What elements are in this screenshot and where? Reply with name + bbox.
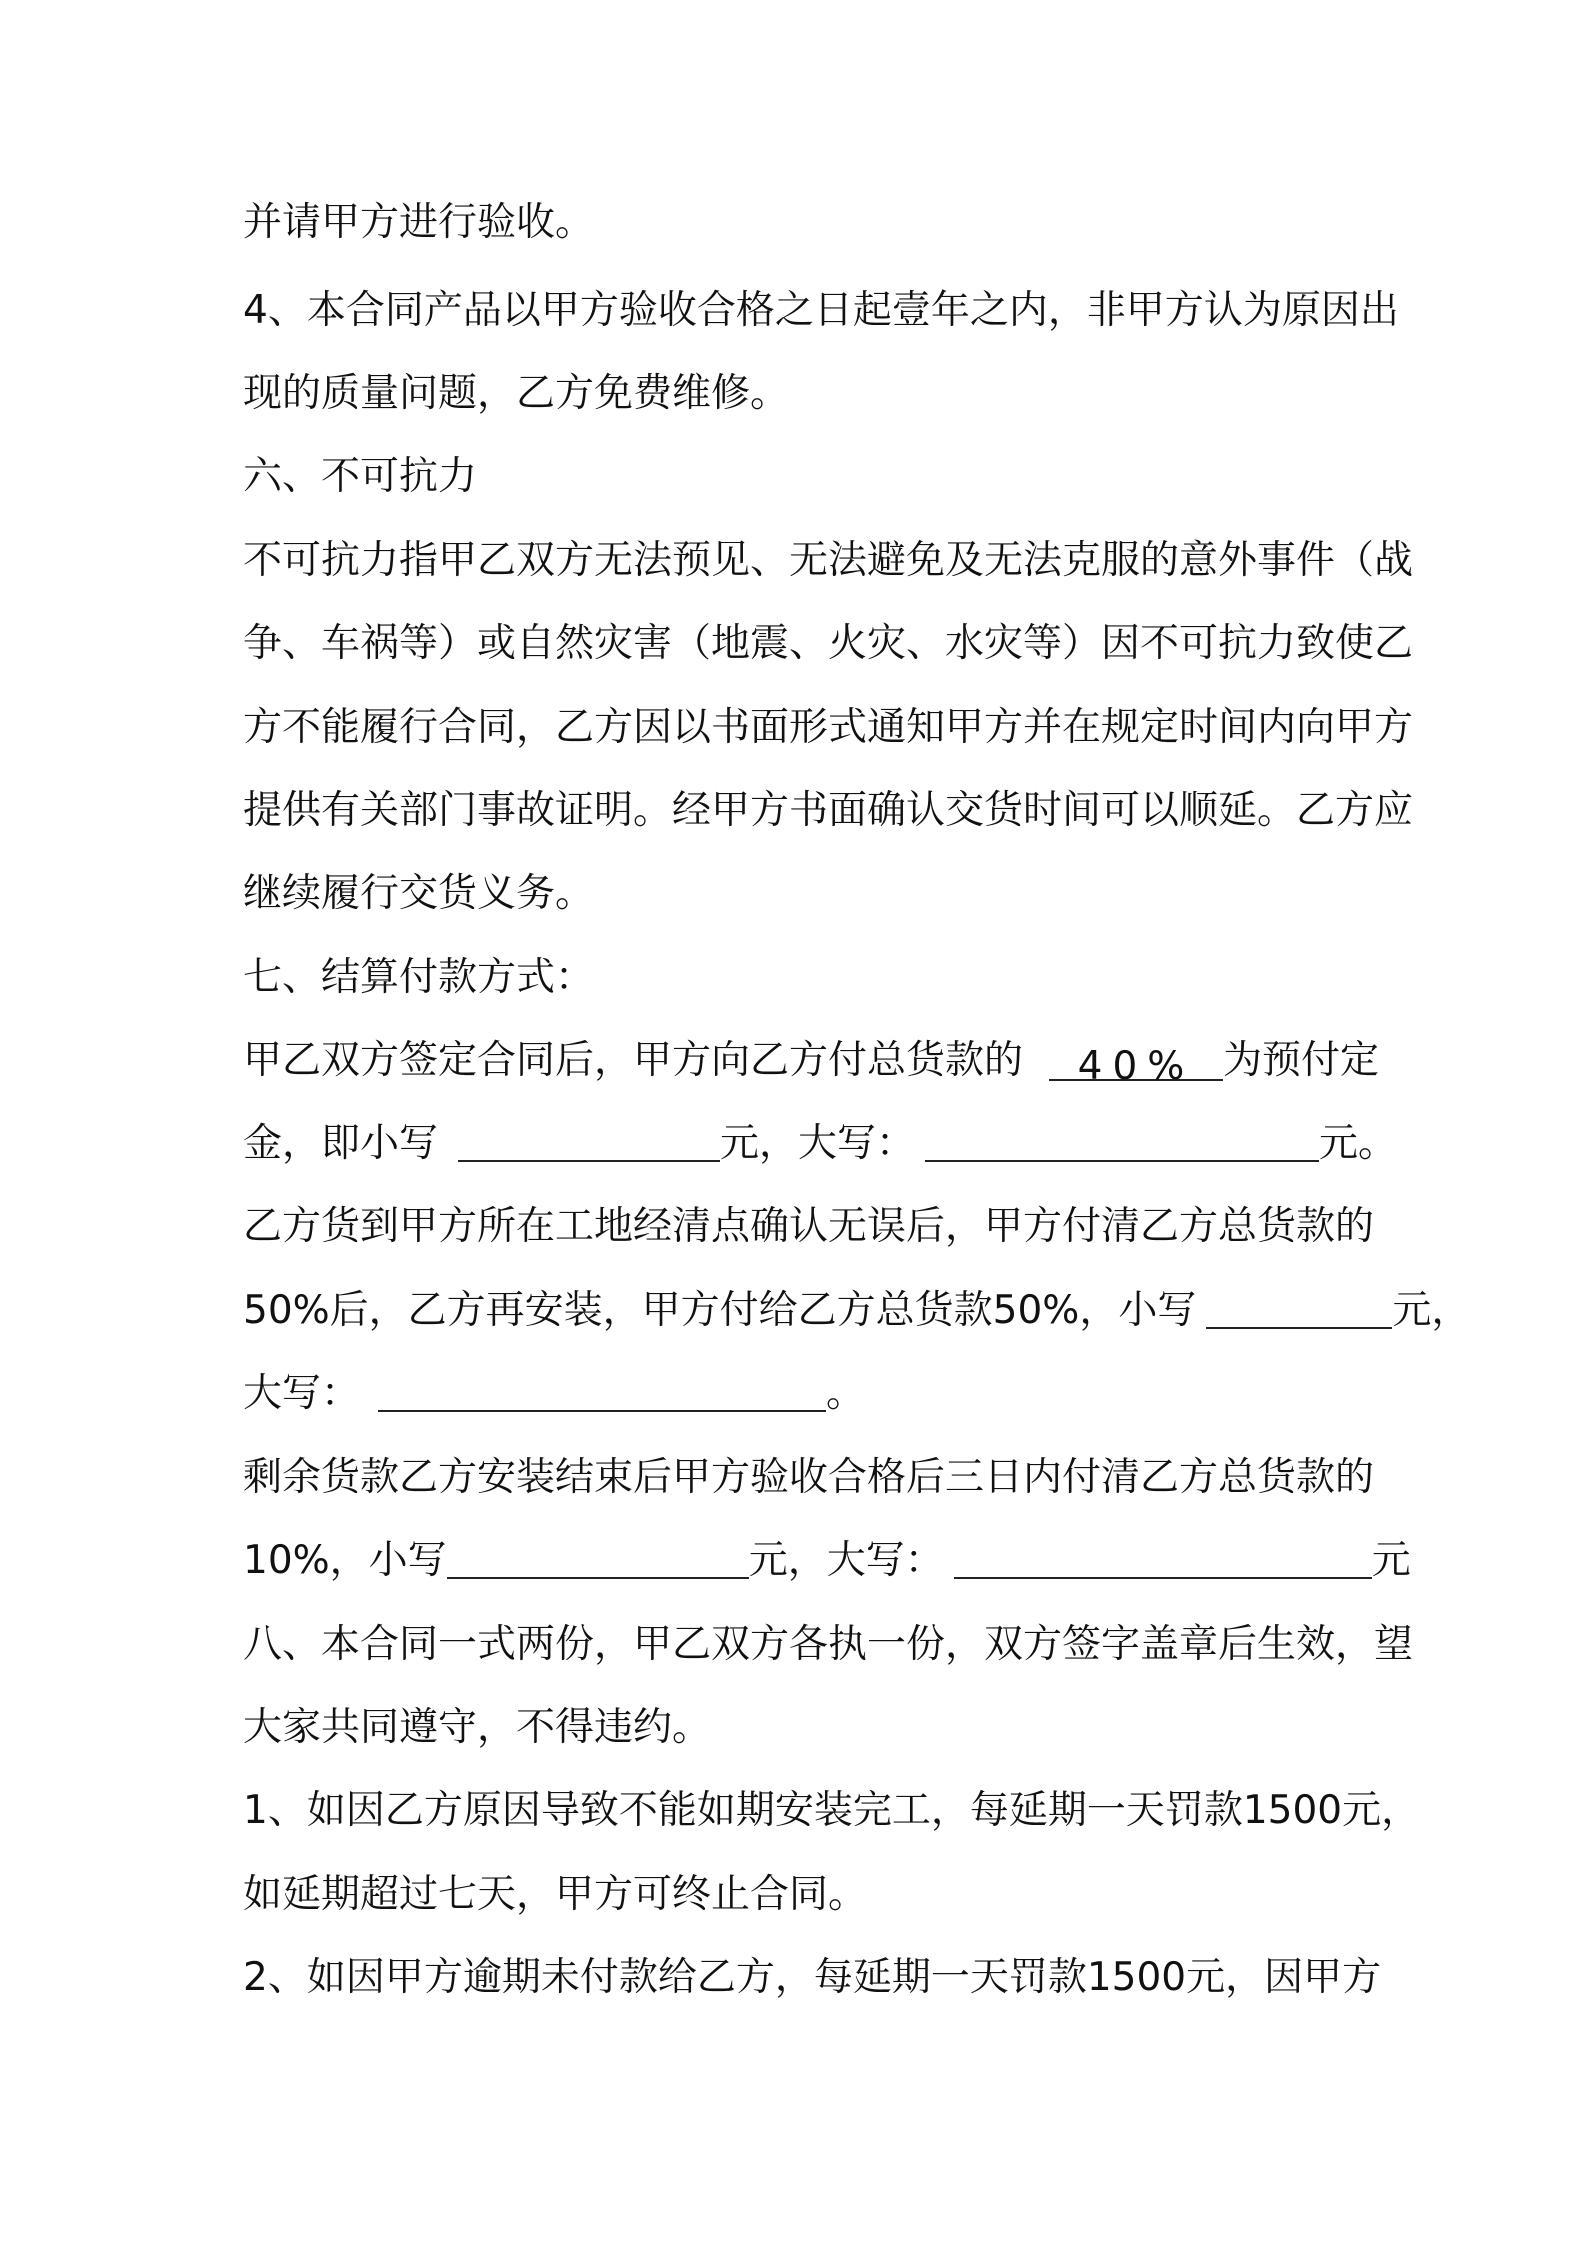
payment-line-1 (243, 1033, 1380, 1089)
payment-line-7 (243, 1533, 1411, 1589)
text-segment: 元 (1371, 1538, 1411, 1583)
text-segment: 元。 (1319, 1121, 1398, 1166)
payment-line-4 (243, 1283, 1471, 1339)
text-segment: 元，大写： (748, 1538, 944, 1583)
amount-words-blank (954, 1537, 1372, 1579)
text-line: 乙方货到甲方所在工地经清点确认无误后，甲方付清乙方总货款的 (243, 1204, 1375, 1249)
text-segment: 大写： (243, 1371, 361, 1416)
text-segment: 。 (826, 1371, 866, 1416)
text-line: 不可抗力指甲乙双方无法预见、无法避免及无法克服的意外事件（战 (243, 538, 1414, 583)
amount-words-blank (378, 1370, 826, 1412)
text-segment: 10%，小写 (243, 1538, 447, 1583)
amount-words-blank (925, 1120, 1319, 1162)
payment-line-5 (243, 1366, 1363, 1422)
text-line: 2、如因甲方逾期未付款给乙方，每延期一天罚款1500元，因甲方 (243, 1955, 1382, 2000)
section-heading: 六、不可抗力 (243, 454, 478, 499)
text-line: 大家共同遵守，不得违约。 (243, 1705, 712, 1750)
section-heading: 七、结算付款方式： (243, 955, 595, 1000)
text-line: 如延期超过七天，甲方可终止合同。 (243, 1872, 868, 1917)
amount-figures-blank (1206, 1287, 1392, 1329)
amount-figures-blank (447, 1537, 749, 1579)
text-line: 提供有关部门事故证明。经甲方书面确认交货时间可以顺延。乙方应 (243, 788, 1414, 833)
text-line: 4、本合同产品以甲方验收合格之日起壹年之内，非甲方认为原因出 (243, 288, 1399, 333)
text-line: 剩余货款乙方安装结束后甲方验收合格后三日内付清乙方总货款的 (243, 1455, 1375, 1500)
text-line: 方不能履行合同，乙方因以书面形式通知甲方并在规定时间内向甲方 (243, 705, 1414, 750)
payment-line-2 (243, 1116, 1398, 1172)
text-line: 争、车祸等）或自然灾害（地震、火灾、水灾等）因不可抗力致使乙 (243, 621, 1414, 666)
amount-figures-blank (458, 1120, 720, 1162)
text-segment: 元， (1392, 1288, 1471, 1333)
section-heading: 八、本合同一式两份，甲乙双方各执一份，双方签字盖章后生效，望 (243, 1622, 1414, 1667)
text-line: 继续履行交货义务。 (243, 871, 595, 916)
text-line: 1、如因乙方原因导致不能如期安装完工，每延期一天罚款1500元， (243, 1788, 1421, 1833)
text-segment: 元，大写： (720, 1121, 916, 1166)
deposit-percent-field: 40% (1049, 1039, 1223, 1081)
text-line: 现的质量问题，乙方免费维修。 (243, 371, 790, 416)
text-segment: 甲乙双方签定合同后，甲方向乙方付总货款的 (243, 1038, 1024, 1083)
text-segment: 50%后，乙方再安装，甲方付给乙方总货款50%，小写 (243, 1288, 1197, 1333)
text-segment: 为预付定 (1223, 1038, 1380, 1083)
text-segment: 金，即小写 (243, 1121, 439, 1166)
text-line: 并请甲方进行验收。 (243, 200, 595, 245)
